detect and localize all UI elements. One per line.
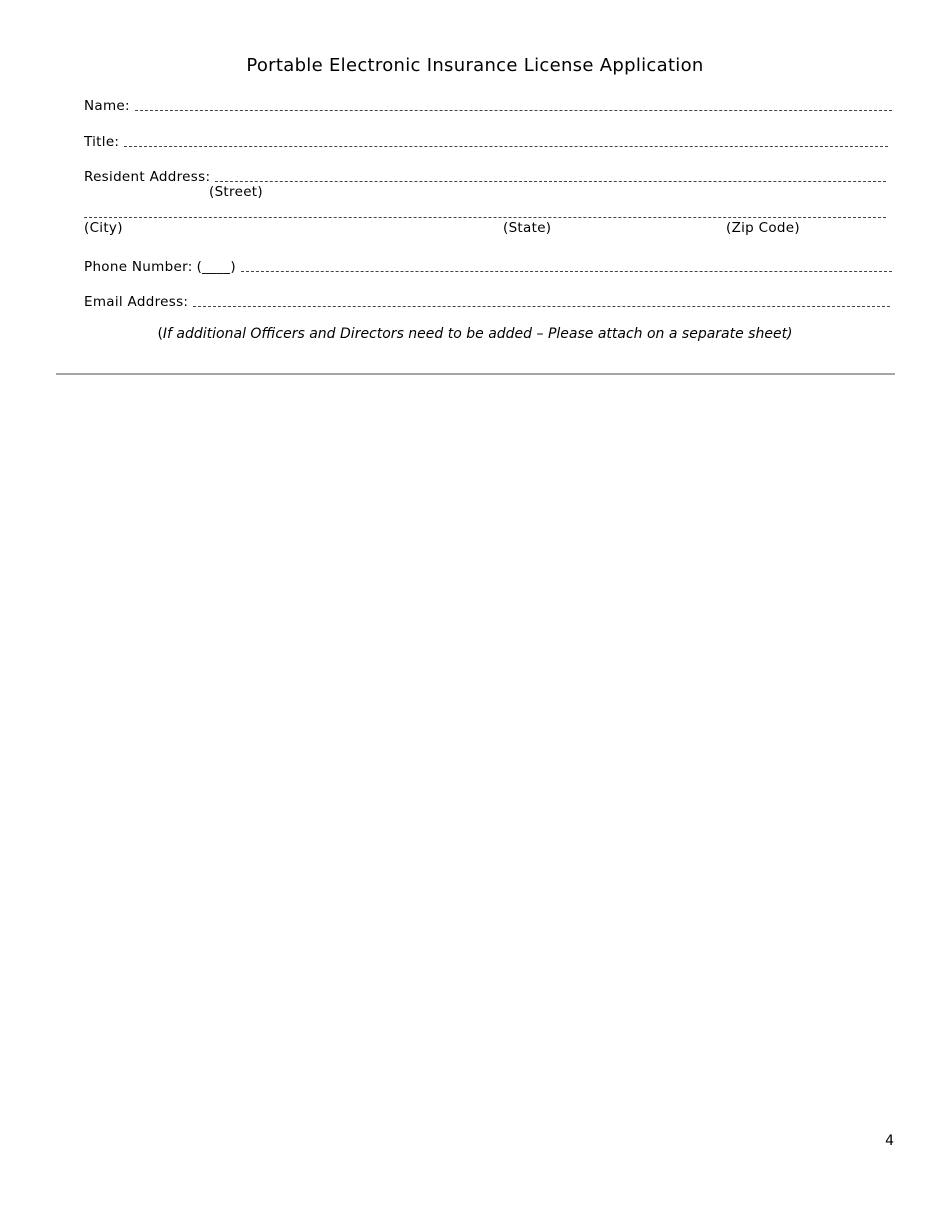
name-blank-line[interactable] — [135, 98, 892, 111]
phone-number-blank-line[interactable] — [241, 259, 892, 272]
form-title: Portable Electronic Insurance License Application — [246, 55, 704, 76]
city-state-zip-blank-line[interactable] — [84, 205, 886, 218]
note-text: If additional Officers and Directors need to be added – Please attach on a separate sheet) — [162, 326, 793, 342]
state-caption: (State) — [503, 220, 552, 236]
email-blank-line[interactable] — [193, 294, 890, 307]
section-divider — [56, 373, 895, 375]
street-blank-line[interactable] — [215, 169, 886, 182]
email-address-label: Email Address: — [84, 294, 189, 310]
phone-number-label: Phone Number: — [84, 259, 193, 275]
city-caption: (City) — [84, 220, 123, 236]
title-label: Title: — [84, 134, 120, 150]
name-field-row — [84, 94, 892, 114]
resident-address-label: Resident Address: — [84, 169, 211, 185]
title-field-row — [84, 130, 888, 150]
title-blank-line[interactable] — [124, 134, 888, 147]
zip-code-caption: (Zip Code) — [726, 220, 800, 236]
phone-number-row — [84, 255, 892, 275]
email-address-row — [84, 290, 890, 310]
note-open-paren: ( — [157, 326, 163, 342]
name-label: Name: — [84, 98, 130, 114]
street-caption: (Street) — [209, 184, 263, 200]
additional-officers-note — [0, 326, 950, 342]
phone-area-code-blank[interactable]: (____) — [196, 259, 236, 275]
page-number: 4 — [885, 1133, 894, 1149]
resident-address-row — [84, 165, 886, 185]
